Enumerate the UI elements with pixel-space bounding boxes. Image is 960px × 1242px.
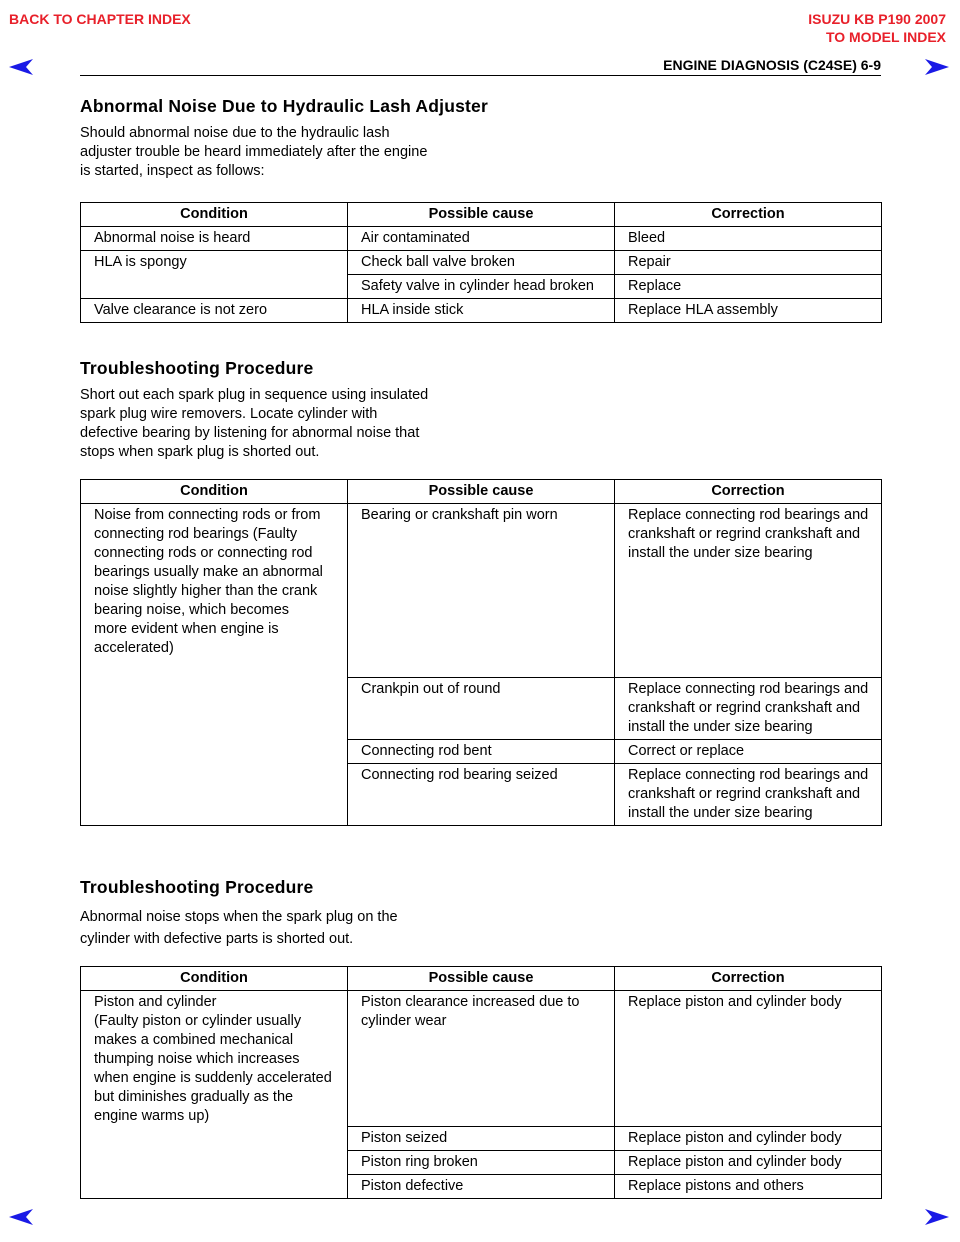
condition-cell: Abnormal noise is heard (81, 227, 348, 251)
intro-line: stops when spark plug is shorted out. (80, 444, 320, 460)
cause-cell: Piston clearance increased due to cylinder wear (348, 991, 615, 1127)
section-title-piston: Troubleshooting Procedure (80, 877, 314, 897)
next-page-arrow-icon[interactable] (924, 1208, 950, 1226)
intro-line: adjuster trouble be heard immediately after the engine (80, 144, 428, 160)
hla-diagnosis-table (80, 202, 882, 323)
correction-cell: Replace connecting rod bearings and crankshaft or regrind crankshaft and install the under size bearing (615, 678, 882, 740)
correction-cell: Replace HLA assembly (615, 299, 882, 323)
condition-title: Piston and cylinder (94, 994, 217, 1010)
section-intro-piston (80, 906, 470, 950)
intro-line: cylinder with defective parts is shorted out. (80, 931, 354, 947)
column-header: Condition (81, 480, 348, 504)
section-title-hla: Abnormal Noise Due to Hydraulic Lash Adjuster (80, 96, 489, 116)
model-title-link[interactable]: ISUZU KB P190 2007 (808, 11, 946, 27)
table-row (81, 251, 882, 275)
correction-cell: Replace (615, 275, 882, 299)
cause-cell: Connecting rod bent (348, 740, 615, 764)
back-to-chapter-index-link[interactable]: BACK TO CHAPTER INDEX (9, 11, 191, 27)
table-row (81, 275, 882, 299)
column-header: Condition (81, 203, 348, 227)
cause-cell: Safety valve in cylinder head broken (348, 275, 615, 299)
cause-cell: Piston seized (348, 1127, 615, 1151)
intro-line: Short out each spark plug in sequence using insulated (80, 387, 429, 403)
cause-cell: Air contaminated (348, 227, 615, 251)
intro-line: Should abnormal noise due to the hydraulic lash (80, 125, 390, 141)
cause-cell: HLA inside stick (348, 299, 615, 323)
table-row (81, 504, 882, 678)
table-row (81, 227, 882, 251)
correction-cell: Replace piston and cylinder body (615, 1127, 882, 1151)
column-header: Correction (615, 480, 882, 504)
cause-cell: Piston ring broken (348, 1151, 615, 1175)
bearing-diagnosis-table (80, 479, 882, 826)
correction-cell: Replace piston and cylinder body (615, 991, 882, 1127)
previous-page-arrow-icon[interactable] (8, 1208, 34, 1226)
previous-page-arrow-icon[interactable] (8, 58, 34, 76)
condition-cell: HLA is spongy (81, 251, 348, 275)
cause-cell: Connecting rod bearing seized (348, 764, 615, 826)
cause-cell: Bearing or crankshaft pin worn (348, 504, 615, 678)
correction-cell: Replace piston and cylinder body (615, 1151, 882, 1175)
intro-line: defective bearing by listening for abnormal noise that (80, 425, 420, 441)
column-header: Correction (615, 967, 882, 991)
correction-cell: Bleed (615, 227, 882, 251)
section-intro-bearing (80, 386, 470, 462)
model-index-link[interactable]: TO MODEL INDEX (825, 29, 946, 45)
column-header: Correction (615, 203, 882, 227)
piston-diagnosis-table (80, 966, 882, 1199)
table-row (81, 299, 882, 323)
table-row (81, 991, 882, 1127)
correction-cell: Replace pistons and others (615, 1175, 882, 1199)
section-title-bearing: Troubleshooting Procedure (80, 358, 314, 378)
correction-cell: Correct or replace (615, 740, 882, 764)
condition-cell: Valve clearance is not zero (81, 299, 348, 323)
page-header: ENGINE DIAGNOSIS (C24SE) 6-9 (663, 57, 881, 73)
condition-note: (Faulty piston or cylinder usually makes a combined mechanical thumping noise which increases when engine is suddenly accelerated but diminishes gradually as the engine warms up) (94, 1013, 332, 1124)
correction-cell: Replace connecting rod bearings and crankshaft or regrind crankshaft and install the under size bearing (615, 764, 882, 826)
cause-cell: Piston defective (348, 1175, 615, 1199)
intro-line: Abnormal noise stops when the spark plug on the (80, 909, 398, 925)
correction-cell: Replace connecting rod bearings and crankshaft or regrind crankshaft and install the under size bearing (615, 504, 882, 678)
section-intro-hla (80, 124, 470, 181)
column-header: Possible cause (348, 203, 615, 227)
condition-cell: Noise from connecting rods or from connecting rod bearings (Faulty connecting rods or connecting rod bearings usually make an abnormal noise slightly higher than the crank bearing noise, which becomes more evident when engine is accelerated) (81, 504, 348, 826)
header-rule (80, 75, 881, 76)
intro-line: is started, inspect as follows: (80, 163, 265, 179)
next-page-arrow-icon[interactable] (924, 58, 950, 76)
condition-cell (81, 275, 348, 299)
column-header: Possible cause (348, 480, 615, 504)
correction-cell: Repair (615, 251, 882, 275)
cause-cell: Check ball valve broken (348, 251, 615, 275)
intro-line: spark plug wire removers. Locate cylinder with (80, 406, 378, 422)
condition-cell (81, 991, 348, 1199)
column-header: Condition (81, 967, 348, 991)
column-header: Possible cause (348, 967, 615, 991)
cause-cell: Crankpin out of round (348, 678, 615, 740)
